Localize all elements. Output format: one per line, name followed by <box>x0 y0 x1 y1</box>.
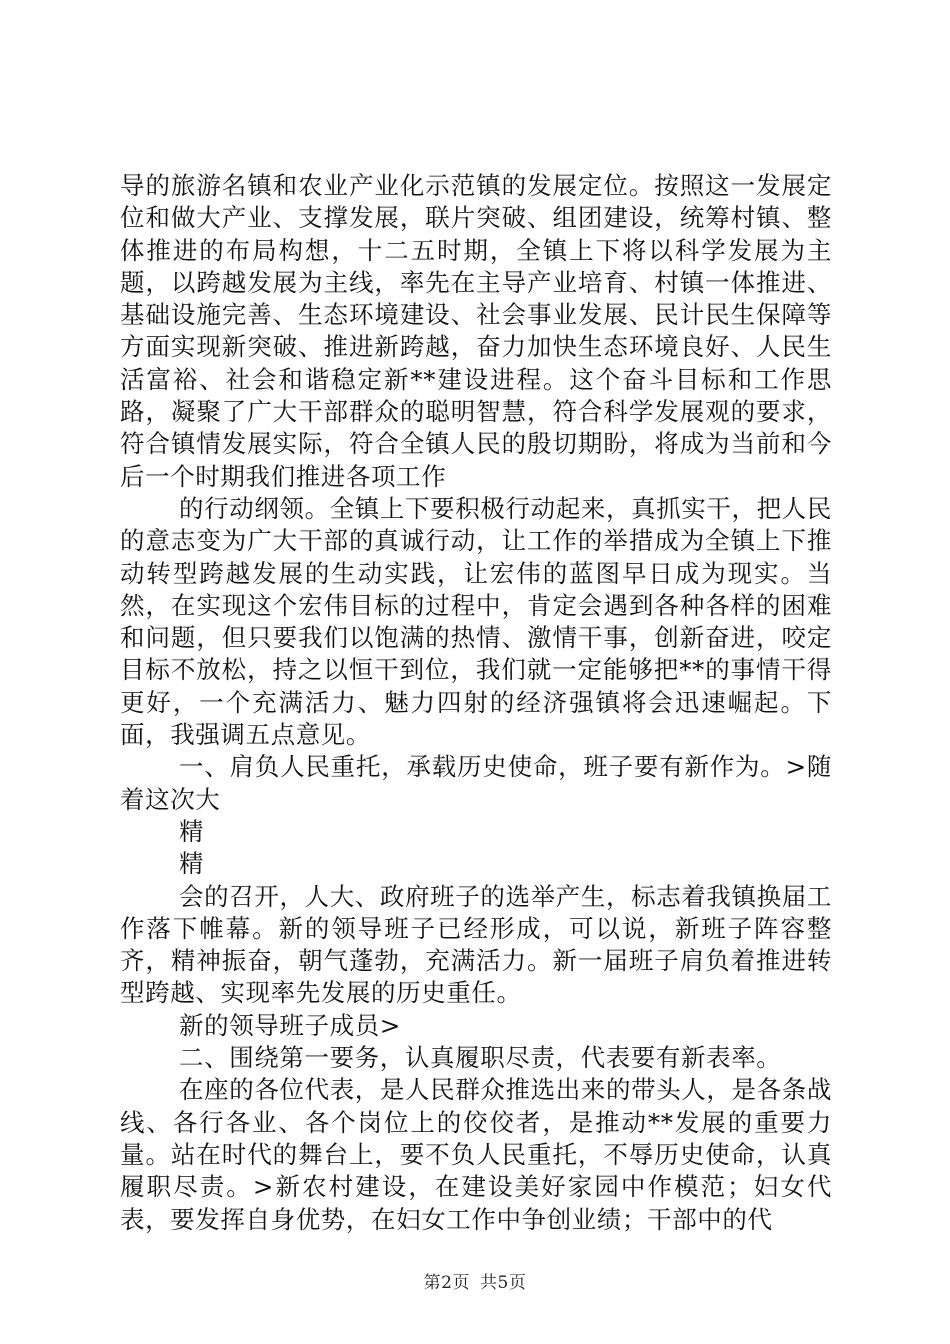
paragraph-1: 导的旅游名镇和农业产业化示范镇的发展定位。按照这一发展定位和做大产业、支撑发展，联片突破、组团建设，统筹村镇、整体推进的布局构想，十二五时期，全镇上下将以科学发展为主题，以跨越发展为主线，率先在主导产业培育、村镇一体推进、基础设施完善、生态环境建设、社会事业发展、民计民生保障等方面实现新突破、推进新跨越，奋力加快生态环境良好、人民生活富裕、社会和谐稳定新**建设进程。这个奋斗目标和工作思路，凝聚了广大干部群众的聪明智慧，符合科学发展观的要求，符合镇情发展实际，符合全镇人民的殷切期盼，将成为当前和今后一个时期我们推进各项工作 <box>120 171 832 491</box>
section-heading-2: 二、围绕第一要务，认真履职尽责，代表要有新表率。 <box>179 1043 782 1073</box>
paragraph-2: 的行动纲领。全镇上下要积极行动起来，真抓实干，把人民的意志变为广大干部的真诚行动，让工作的举措成为全镇上下推动转型跨越发展的生动实践，让宏伟的蓝图早日成为现实。当然，在实现这个宏伟目标的过程中，肯定会遇到各种各样的困难和问题，但只要我们以饱满的热情、激情干事，创新奋进，咬定目标不放松，持之以恒干到位，我们就一定能够把**的事情干得更好，一个充满活力、魅力四射的经济强镇将会迅速崛起。下面，我强调五点意见。 <box>120 493 832 750</box>
fragment-jing-2: 精 <box>179 849 205 879</box>
page-total: 共5页 <box>480 1273 527 1293</box>
page-number: 第2页 <box>423 1273 470 1293</box>
paragraph-4: 新的领导班子成员> <box>179 1010 401 1040</box>
page-footer <box>0 1268 950 1293</box>
paragraph-3: 会的召开，人大、政府班子的选举产生，标志着我镇换届工作落下帷幕。新的领导班子已经形成，可以说，新班子阵容整齐，精神振奋，朝气蓬勃，充满活力。新一届班子肩负着推进转型跨越、实现率先发展的历史重任。 <box>120 881 832 1008</box>
section-heading-1: 一、肩负人民重托，承载历史使命，班子要有新作为。>随着这次大 <box>120 752 832 814</box>
paragraph-5: 在座的各位代表，是人民群众推选出来的带头人，是各条战线、各行各业、各个岗位上的佼佼者，是推动**发展的重要力量。站在时代的舞台上，要不负人民重托，不辱历史使命，认真履职尽责。>新农村建设，在建设美好家园中作模范；妇女代表，要发挥自身优势，在妇女工作中争创业绩；干部中的代 <box>120 1075 832 1234</box>
document-body <box>120 170 832 1236</box>
fragment-jing-1: 精 <box>179 816 205 846</box>
